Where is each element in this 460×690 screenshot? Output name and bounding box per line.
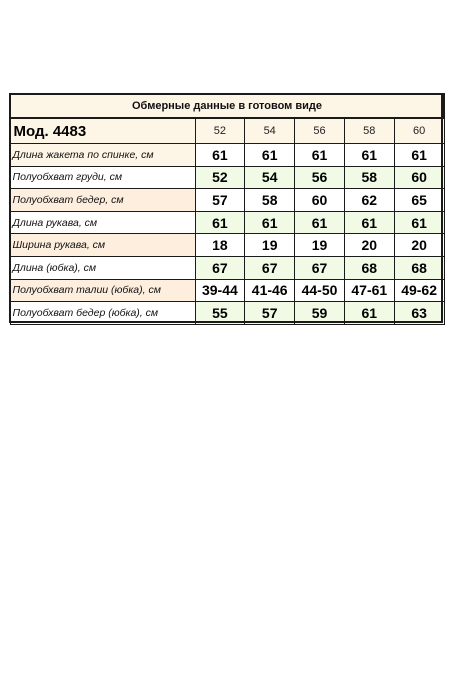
row-value: 57: [245, 302, 295, 325]
row-label: Длина (юбка), см: [10, 256, 195, 279]
table-row: [10, 211, 444, 234]
table-row: [10, 256, 444, 279]
row-value: 54: [245, 166, 295, 189]
row-value: 49-62: [394, 279, 444, 302]
row-value: 47-61: [344, 279, 394, 302]
row-value: 20: [394, 234, 444, 257]
row-label: Полуобхват бедер, см: [10, 189, 195, 212]
table-row: [10, 189, 444, 212]
row-value: 39-44: [195, 279, 245, 302]
table-title-row: [10, 94, 444, 118]
row-value: 67: [195, 256, 245, 279]
size-header: 52: [195, 118, 245, 144]
row-value: 41-46: [245, 279, 295, 302]
row-value: 61: [344, 144, 394, 167]
row-value: 67: [245, 256, 295, 279]
row-value: 18: [195, 234, 245, 257]
table-row: [10, 234, 444, 257]
row-value: 58: [344, 166, 394, 189]
row-value: 19: [295, 234, 345, 257]
row-value: 57: [195, 189, 245, 212]
row-value: 20: [344, 234, 394, 257]
row-value: 61: [295, 211, 345, 234]
row-value: 63: [394, 302, 444, 325]
row-value: 61: [394, 144, 444, 167]
row-value: 61: [245, 211, 295, 234]
table-title: Обмерные данные в готовом виде: [10, 94, 444, 118]
row-value: 61: [245, 144, 295, 167]
row-value: 58: [245, 189, 295, 212]
size-header: 60: [394, 118, 444, 144]
row-value: 55: [195, 302, 245, 325]
row-value: 61: [195, 144, 245, 167]
table-row: [10, 302, 444, 325]
table-header-row: [10, 118, 444, 144]
row-label: Ширина рукава, см: [10, 234, 195, 257]
row-value: 56: [295, 166, 345, 189]
row-value: 59: [295, 302, 345, 325]
measurements-table: [9, 93, 445, 325]
row-label: Длина рукава, см: [10, 211, 195, 234]
row-value: 61: [344, 302, 394, 325]
row-value: 52: [195, 166, 245, 189]
row-label: Полуобхват бедер (юбка), см: [10, 302, 195, 325]
table-row: [10, 144, 444, 167]
row-value: 61: [195, 211, 245, 234]
table-row: [10, 166, 444, 189]
row-value: 67: [295, 256, 345, 279]
row-value: 60: [394, 166, 444, 189]
row-value: 61: [394, 211, 444, 234]
row-value: 65: [394, 189, 444, 212]
size-header: 58: [344, 118, 394, 144]
row-label: Полуобхват талии (юбка), см: [10, 279, 195, 302]
row-value: 60: [295, 189, 345, 212]
row-value: 19: [245, 234, 295, 257]
row-value: 61: [344, 211, 394, 234]
size-header: 56: [295, 118, 345, 144]
row-label: Длина жакета по спинке, см: [10, 144, 195, 167]
row-value: 62: [344, 189, 394, 212]
model-number: Мод. 4483: [10, 118, 195, 144]
row-value: 61: [295, 144, 345, 167]
row-value: 68: [394, 256, 444, 279]
table-row: [10, 279, 444, 302]
row-value: 44-50: [295, 279, 345, 302]
row-label: Полуобхват груди, см: [10, 166, 195, 189]
row-value: 68: [344, 256, 394, 279]
size-header: 54: [245, 118, 295, 144]
